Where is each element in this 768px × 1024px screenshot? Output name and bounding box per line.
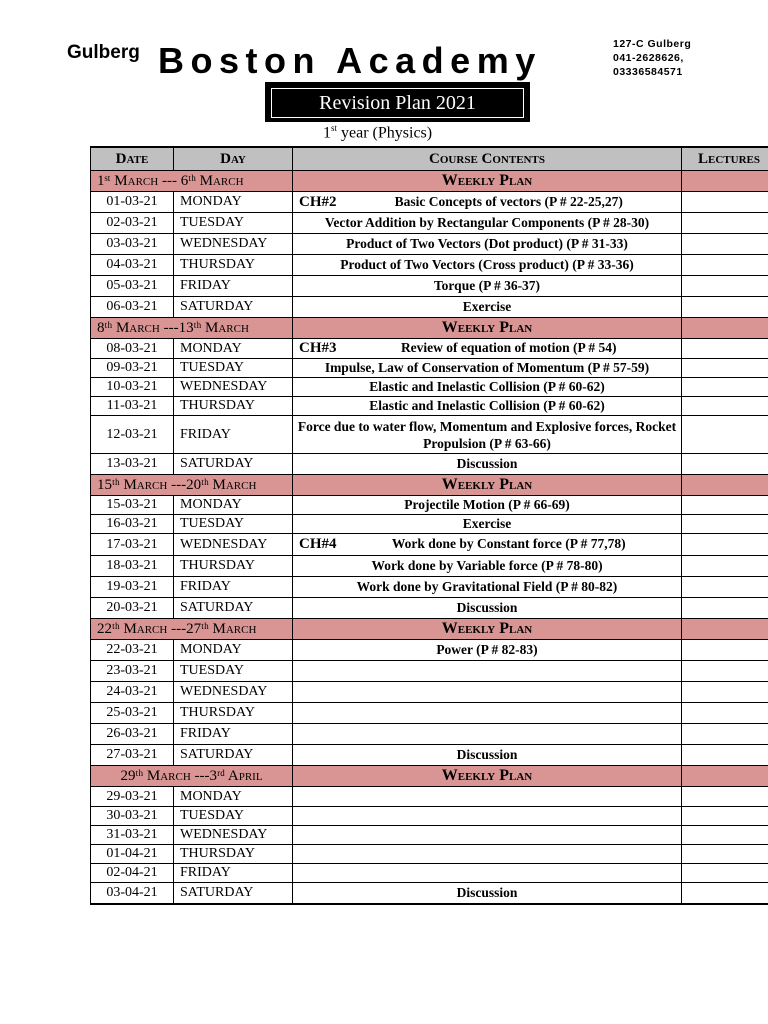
topic-text: Exercise	[462, 299, 512, 314]
course-content-cell	[293, 661, 682, 682]
week-header-row	[91, 766, 768, 787]
date-cell: 29-03-21	[91, 787, 174, 807]
table-row	[91, 864, 768, 883]
table-row	[91, 682, 768, 703]
course-content-cell	[293, 255, 682, 276]
day-cell: SATURDAY	[174, 454, 293, 475]
table-row	[91, 534, 768, 556]
chapter-label: CH#4	[299, 536, 337, 552]
date-cell: 03-04-21	[91, 883, 174, 904]
lectures-cell	[682, 192, 768, 213]
date-cell: 22-03-21	[91, 640, 174, 661]
date-cell: 27-03-21	[91, 745, 174, 766]
table-header-row	[91, 147, 768, 171]
day-cell: FRIDAY	[174, 864, 293, 883]
chapter-label: CH#2	[299, 193, 337, 210]
day-cell: SATURDAY	[174, 598, 293, 619]
table-body	[91, 171, 768, 904]
topic-text: Elastic and Inelastic Collision (P # 60-62)	[369, 379, 605, 394]
weekly-plan-label: Weekly Plan	[293, 318, 682, 339]
course-content-cell	[293, 515, 682, 534]
course-content-cell	[293, 496, 682, 515]
table-row	[91, 276, 768, 297]
day-cell: MONDAY	[174, 192, 293, 213]
date-cell: 20-03-21	[91, 598, 174, 619]
day-cell: FRIDAY	[174, 276, 293, 297]
topic-text: Projectile Motion (P # 66-69)	[404, 497, 570, 512]
lectures-cell	[682, 787, 768, 807]
lectures-cell	[682, 416, 768, 454]
course-content-cell	[293, 787, 682, 807]
topic-text: Force due to water flow, Momentum and Explosive forces, Rocket Propulsion (P # 63-66)	[297, 418, 677, 451]
table-row	[91, 724, 768, 745]
date-cell: 31-03-21	[91, 826, 174, 845]
day-cell: MONDAY	[174, 787, 293, 807]
day-cell: THURSDAY	[174, 703, 293, 724]
course-content-cell	[293, 883, 682, 904]
table-row	[91, 297, 768, 318]
day-cell: TUESDAY	[174, 807, 293, 826]
topic-text: Vector Addition by Rectangular Components (P # 28-30)	[324, 215, 650, 230]
date-cell: 01-04-21	[91, 845, 174, 864]
lectures-cell	[682, 745, 768, 766]
lectures-cell	[682, 640, 768, 661]
date-cell: 02-03-21	[91, 213, 174, 234]
topic-text: Torque (P # 36-37)	[433, 278, 541, 293]
lectures-cell	[682, 598, 768, 619]
day-cell: WEDNESDAY	[174, 234, 293, 255]
table-row	[91, 556, 768, 577]
lectures-cell	[682, 496, 768, 515]
table-row	[91, 661, 768, 682]
course-content-cell	[293, 556, 682, 577]
date-cell: 15-03-21	[91, 496, 174, 515]
course-content-cell	[293, 213, 682, 234]
lectures-cell	[682, 703, 768, 724]
course-content-cell	[293, 598, 682, 619]
date-cell: 09-03-21	[91, 359, 174, 378]
date-cell: 17-03-21	[91, 534, 174, 556]
topic-text: Work done by Gravitational Field (P # 80-82)	[356, 579, 618, 594]
lectures-cell	[682, 255, 768, 276]
table-row	[91, 359, 768, 378]
course-content-cell	[293, 640, 682, 661]
day-cell: THURSDAY	[174, 556, 293, 577]
table-row	[91, 416, 768, 454]
topic-text: Discussion	[456, 747, 518, 762]
week-lectures-cell	[682, 766, 768, 787]
table-row	[91, 845, 768, 864]
topic-text: Impulse, Law of Conservation of Momentum (P # 57-59)	[324, 360, 650, 375]
table-row	[91, 515, 768, 534]
date-cell: 16-03-21	[91, 515, 174, 534]
table-row	[91, 378, 768, 397]
course-content-cell	[293, 378, 682, 397]
day-cell: THURSDAY	[174, 845, 293, 864]
course-content-cell	[293, 724, 682, 745]
table-row	[91, 192, 768, 213]
day-cell: TUESDAY	[174, 515, 293, 534]
week-range: 8ᵗʰ March ---13ᵗʰ March	[91, 318, 293, 339]
course-content-cell	[293, 534, 682, 556]
table-row	[91, 598, 768, 619]
date-cell: 04-03-21	[91, 255, 174, 276]
contact-block	[613, 37, 691, 79]
lectures-cell	[682, 213, 768, 234]
date-cell: 10-03-21	[91, 378, 174, 397]
course-content-cell	[293, 826, 682, 845]
day-cell: SATURDAY	[174, 883, 293, 904]
revision-plan-table	[90, 146, 768, 905]
topic-text: Discussion	[456, 884, 518, 900]
date-cell: 24-03-21	[91, 682, 174, 703]
lectures-cell	[682, 397, 768, 416]
day-cell: FRIDAY	[174, 577, 293, 598]
table-row	[91, 213, 768, 234]
course-content-cell	[293, 864, 682, 883]
day-cell: WEDNESDAY	[174, 826, 293, 845]
topic-text: Work done by Variable force (P # 78-80)	[371, 558, 603, 573]
contact-phone: 041-2628626,	[613, 52, 684, 64]
week-header-row	[91, 619, 768, 640]
week-header-row	[91, 171, 768, 192]
week-range: 15ᵗʰ March ---20ᵗʰ March	[91, 475, 293, 496]
table-row	[91, 454, 768, 475]
day-cell: WEDNESDAY	[174, 534, 293, 556]
date-cell: 02-04-21	[91, 864, 174, 883]
date-cell: 18-03-21	[91, 556, 174, 577]
lectures-cell	[682, 864, 768, 883]
subtitle-suffix: year (Physics)	[337, 124, 433, 142]
lectures-cell	[682, 724, 768, 745]
table-row	[91, 826, 768, 845]
lectures-cell	[682, 297, 768, 318]
day-cell: TUESDAY	[174, 213, 293, 234]
week-header-row	[91, 318, 768, 339]
topic-text: Basic Concepts of vectors (P # 22-25,27)	[394, 193, 623, 209]
contact-mobile: 03336584571	[613, 66, 683, 78]
lectures-cell	[682, 577, 768, 598]
course-content-cell	[293, 397, 682, 416]
topic-text: Discussion	[456, 456, 518, 471]
table-row	[91, 496, 768, 515]
lectures-cell	[682, 661, 768, 682]
document-subtitle	[323, 123, 432, 142]
lectures-cell	[682, 534, 768, 556]
lectures-cell	[682, 454, 768, 475]
column-header-day: Day	[174, 147, 293, 171]
course-content-cell	[293, 339, 682, 359]
week-range: 29ᵗʰ March ---3ʳᵈ April	[91, 766, 293, 787]
date-cell: 03-03-21	[91, 234, 174, 255]
contact-address: 127-C Gulberg	[613, 38, 692, 50]
course-content-cell	[293, 234, 682, 255]
course-content-cell	[293, 192, 682, 213]
table-row	[91, 234, 768, 255]
course-content-cell	[293, 845, 682, 864]
lectures-cell	[682, 234, 768, 255]
table-row	[91, 577, 768, 598]
day-cell: TUESDAY	[174, 359, 293, 378]
table-row	[91, 787, 768, 807]
date-cell: 06-03-21	[91, 297, 174, 318]
date-cell: 12-03-21	[91, 416, 174, 454]
academy-title: Boston Academy	[158, 40, 542, 81]
table-row	[91, 883, 768, 904]
table-row	[91, 807, 768, 826]
lectures-cell	[682, 826, 768, 845]
campus-name: Gulberg	[67, 42, 140, 63]
week-lectures-cell	[682, 619, 768, 640]
week-header-row	[91, 475, 768, 496]
weekly-plan-label: Weekly Plan	[293, 766, 682, 787]
course-content-cell	[293, 416, 682, 454]
topic-text: Work done by Constant force (P # 77,78)	[391, 536, 626, 551]
day-cell: THURSDAY	[174, 255, 293, 276]
table-row	[91, 745, 768, 766]
week-lectures-cell	[682, 475, 768, 496]
lectures-cell	[682, 556, 768, 577]
topic-text: Product of Two Vectors (Cross product) (P # 33-36)	[340, 257, 634, 272]
course-content-cell	[293, 703, 682, 724]
column-header-course-contents: Course Contents	[293, 147, 682, 171]
day-cell: SATURDAY	[174, 745, 293, 766]
day-cell: TUESDAY	[174, 661, 293, 682]
date-cell: 13-03-21	[91, 454, 174, 475]
day-cell: MONDAY	[174, 496, 293, 515]
week-range: 1ˢᵗ March --- 6ᵗʰ March	[91, 171, 293, 192]
date-cell: 30-03-21	[91, 807, 174, 826]
weekly-plan-label: Weekly Plan	[293, 619, 682, 640]
chapter-label: CH#3	[299, 340, 337, 356]
course-content-cell	[293, 454, 682, 475]
topic-text: Power (P # 82-83)	[436, 642, 538, 657]
lectures-cell	[682, 339, 768, 359]
column-header-lectures: Lectures	[682, 147, 768, 171]
column-header-date: Date	[91, 147, 174, 171]
date-cell: 01-03-21	[91, 192, 174, 213]
lectures-cell	[682, 359, 768, 378]
day-cell: FRIDAY	[174, 416, 293, 454]
revision-plan-banner	[266, 83, 529, 121]
topic-text: Product of Two Vectors (Dot product) (P # 31-33)	[346, 236, 628, 251]
table-row	[91, 339, 768, 359]
course-content-cell	[293, 359, 682, 378]
banner-title: Revision Plan 2021	[271, 88, 524, 118]
lectures-cell	[682, 845, 768, 864]
topic-text: Elastic and Inelastic Collision (P # 60-62)	[369, 398, 605, 413]
lectures-cell	[682, 883, 768, 904]
day-cell: FRIDAY	[174, 724, 293, 745]
course-content-cell	[293, 745, 682, 766]
topic-text: Review of equation of motion (P # 54)	[400, 340, 617, 355]
week-lectures-cell	[682, 171, 768, 192]
week-lectures-cell	[682, 318, 768, 339]
topic-text: Discussion	[456, 600, 518, 615]
weekly-plan-label: Weekly Plan	[293, 171, 682, 192]
topic-text: Exercise	[462, 516, 512, 531]
lectures-cell	[682, 515, 768, 534]
date-cell: 08-03-21	[91, 339, 174, 359]
day-cell: WEDNESDAY	[174, 378, 293, 397]
date-cell: 23-03-21	[91, 661, 174, 682]
date-cell: 05-03-21	[91, 276, 174, 297]
lectures-cell	[682, 378, 768, 397]
day-cell: THURSDAY	[174, 397, 293, 416]
day-cell: SATURDAY	[174, 297, 293, 318]
day-cell: MONDAY	[174, 640, 293, 661]
course-content-cell	[293, 276, 682, 297]
table-row	[91, 703, 768, 724]
day-cell: MONDAY	[174, 339, 293, 359]
table-row	[91, 397, 768, 416]
date-cell: 25-03-21	[91, 703, 174, 724]
lectures-cell	[682, 682, 768, 703]
lectures-cell	[682, 276, 768, 297]
date-cell: 19-03-21	[91, 577, 174, 598]
course-content-cell	[293, 577, 682, 598]
weekly-plan-label: Weekly Plan	[293, 475, 682, 496]
subtitle-prefix: 1	[323, 124, 331, 142]
subtitle-sup: st	[331, 123, 338, 133]
date-cell: 11-03-21	[91, 397, 174, 416]
table-row	[91, 640, 768, 661]
date-cell: 26-03-21	[91, 724, 174, 745]
day-cell: WEDNESDAY	[174, 682, 293, 703]
course-content-cell	[293, 807, 682, 826]
lectures-cell	[682, 807, 768, 826]
table-row	[91, 255, 768, 276]
course-content-cell	[293, 297, 682, 318]
week-range: 22ᵗʰ March ---27ᵗʰ March	[91, 619, 293, 640]
course-content-cell	[293, 682, 682, 703]
